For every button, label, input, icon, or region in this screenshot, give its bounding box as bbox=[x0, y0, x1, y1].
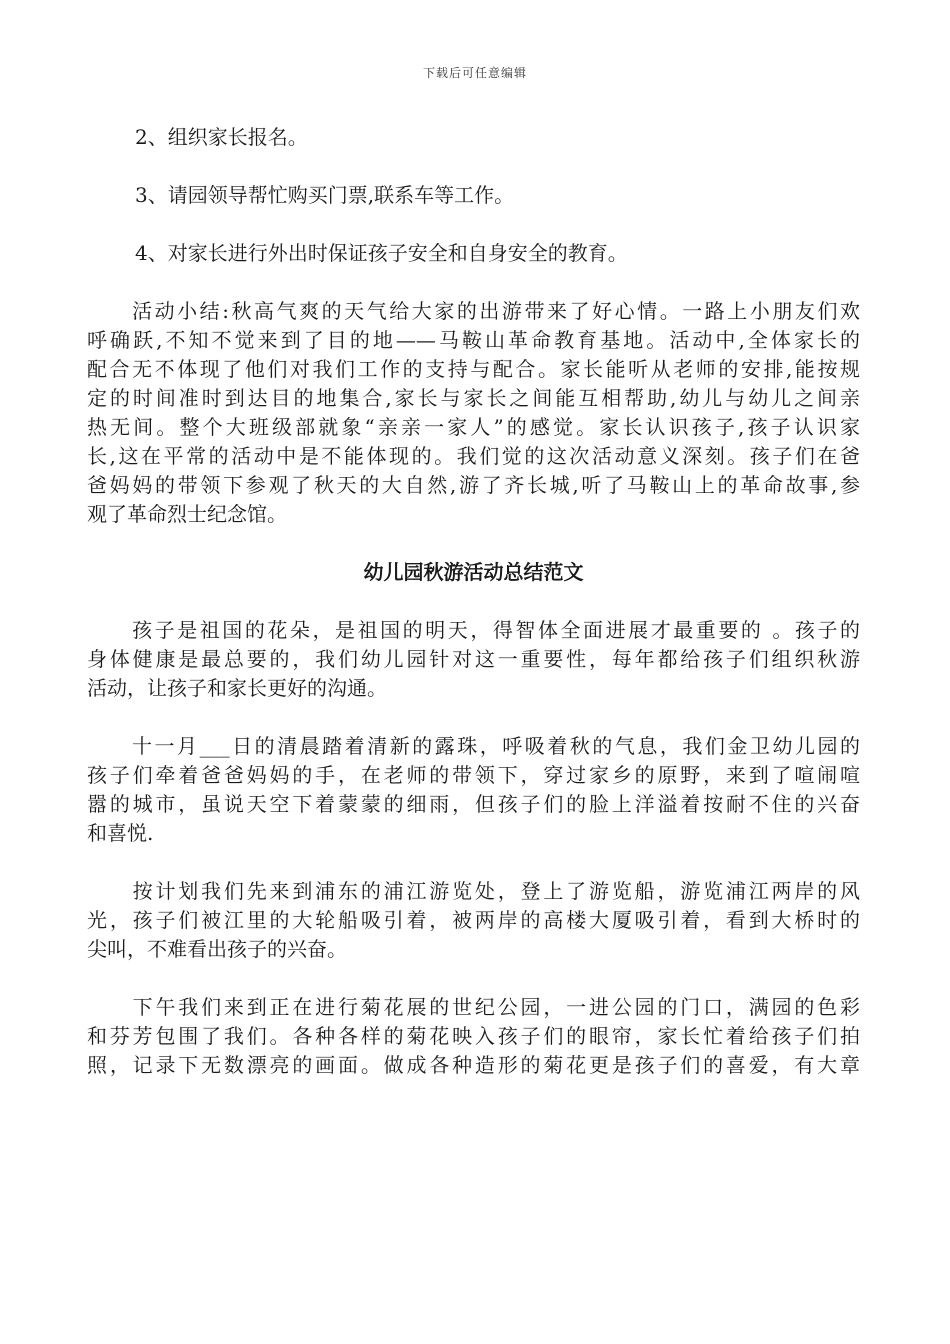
paragraph-line: 身体健康是最总要的，我们幼儿园针对这一重要性，每年都给孩子们组织秋游 bbox=[87, 647, 860, 671]
section-title: 幼儿园秋游活动总结范文 bbox=[363, 560, 584, 584]
paragraph-line: 和芬芳包围了我们。各种各样的菊花映入孩子们的眼帘，家长忙着给孩子们拍 bbox=[87, 1024, 860, 1048]
summary-paragraph bbox=[87, 297, 860, 529]
body-paragraph bbox=[87, 732, 860, 848]
paragraph-line: 尖叫，不难看出孩子的兴奋。 bbox=[87, 937, 347, 961]
list-item: 4、对家长进行外出时保证孩子安全和自身安全的教育。 bbox=[135, 241, 628, 265]
paragraph-line: 光，孩子们被江里的大轮船吸引着，被两岸的高楼大厦吸引着，看到大桥时的 bbox=[87, 908, 860, 932]
paragraph-line: 呼确跃,不知不觉来到了目的地——马鞍山革命教育基地。活动中,全体家长的 bbox=[87, 328, 860, 352]
document-body bbox=[87, 123, 860, 1109]
paragraph-line: 照，记录下无数漂亮的画面。做成各种造形的菊花更是孩子们的喜爱，有大章 bbox=[87, 1053, 860, 1077]
paragraph-line: 配合无不体现了他们对我们工作的支持与配合。家长能听从老师的安排,能按规 bbox=[87, 357, 860, 381]
paragraph-line: 和喜悦. bbox=[87, 821, 154, 845]
paragraph-line: 活动小结:秋高气爽的天气给大家的出游带来了好心情。一路上小朋友们欢 bbox=[87, 299, 860, 323]
list-item: 2、组织家长报名。 bbox=[135, 125, 308, 149]
paragraph-line: 观了革命烈士纪念馆。 bbox=[87, 502, 287, 526]
body-paragraph bbox=[87, 877, 860, 964]
paragraph-line: 十一月___日的清晨踏着清新的露珠，呼吸着秋的气息，我们金卫幼儿园的 bbox=[87, 734, 860, 758]
paragraph-line: 热无间。整个大班级部就象“亲亲一家人”的感觉。家长认识孩子,孩子认识家 bbox=[87, 415, 860, 439]
paragraph-line: 下午我们来到正在进行菊花展的世纪公园，一进公园的门口，满园的色彩 bbox=[87, 995, 860, 1019]
body-paragraph bbox=[87, 616, 860, 703]
body-paragraph bbox=[87, 993, 860, 1080]
list-item: 3、请园领导帮忙购买门票,联系车等工作。 bbox=[135, 183, 515, 207]
paragraph-line: 孩子是祖国的花朵，是祖国的明天，得智体全面进展才最重要的 。孩子的 bbox=[87, 618, 860, 642]
paragraph-line: 嚣的城市，虽说天空下着蒙蒙的细雨，但孩子们的脸上洋溢着按耐不住的兴奋 bbox=[87, 792, 860, 816]
paragraph-line: 爸妈妈的带领下参观了秋天的大自然,游了齐长城,听了马鞍山上的革命故事,参 bbox=[87, 473, 860, 497]
paragraph-line: 按计划我们先来到浦东的浦江游览处，登上了游览船，游览浦江两岸的风 bbox=[87, 879, 860, 903]
paragraph-line: 长,这在平常的活动中是不能体现的。我们觉的这次活动意义深刻。孩子们在爸 bbox=[87, 444, 860, 468]
paragraph-line: 孩子们牵着爸爸妈妈的手，在老师的带领下，穿过家乡的原野，来到了喧闹喧 bbox=[87, 763, 860, 787]
paragraph-line: 活动，让孩子和家长更好的沟通。 bbox=[87, 676, 387, 700]
page-header: 下载后可任意编辑 bbox=[422, 66, 527, 80]
paragraph-line: 定的时间准时到达目的地集合,家长与家长之间能互相帮助,幼儿与幼儿之间亲 bbox=[87, 386, 860, 410]
